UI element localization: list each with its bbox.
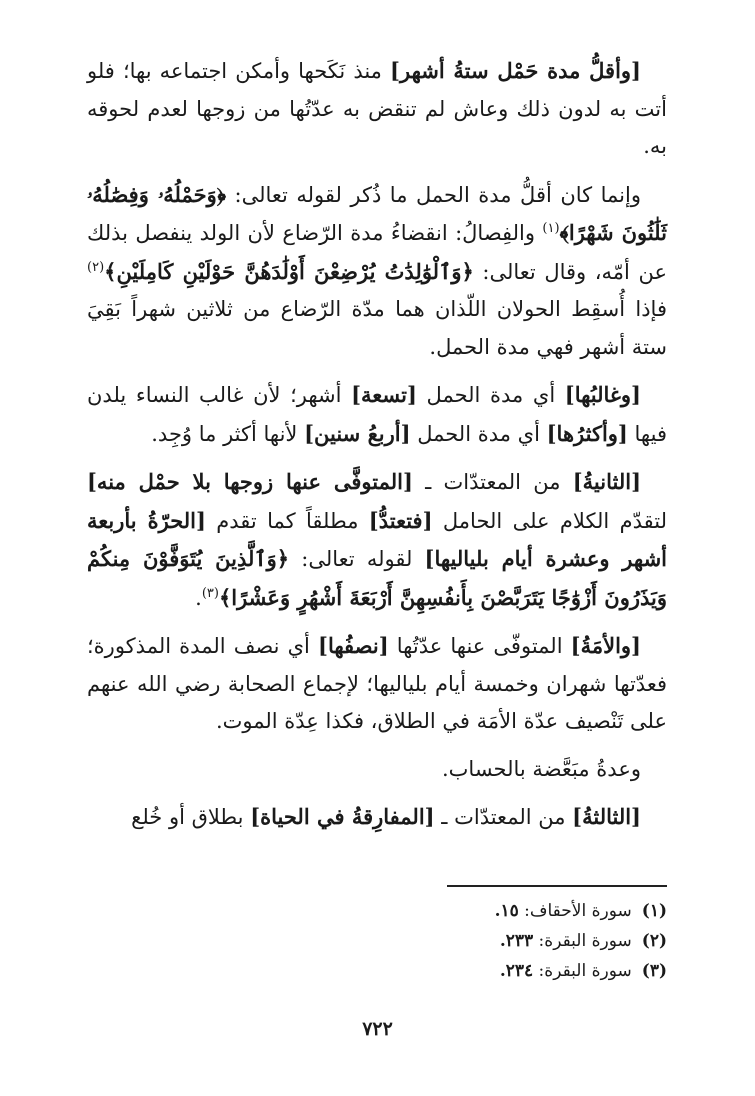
commentary-text: أي نصف المدة المذكورة؛ فعدّتها شهران وخمسة أيام بلياليها؛ لإجماع الصحابة رضي الله عنهم على تَنْصيف عدّة الأمَة في الطلاق، فكذا عِدّة الموت.	[87, 634, 667, 733]
footnote-number: (٢)	[641, 931, 667, 951]
commentary-text: .	[195, 585, 202, 610]
quran-verse: ﴿وَٱلْوَٰلِدَٰتُ يُرْضِعْنَ أَوْلَٰدَهُنَّ حَوْلَيْنِ كَامِلَيْنِ﴾	[104, 258, 474, 284]
footnote-ref-3[interactable]: (٣)	[201, 585, 219, 601]
paragraph-evidence	[87, 176, 667, 367]
footnote-3	[87, 956, 667, 986]
commentary-text: مطلقاً كما تقدم	[205, 508, 369, 533]
matn-min-pregnancy: [وأقلُّ مدة حَمْل ستةُ أشهر]	[390, 58, 641, 83]
commentary-text: أي مدة الحمل	[410, 421, 547, 446]
paragraph-usual-max	[87, 376, 667, 453]
matn-second: [الثانيةُ]	[572, 469, 641, 494]
matn-max: [وأكثرُها]	[546, 420, 628, 446]
quran-verse: ﴿وَحَمْلُهُۥ وَفِصَٰلُهُۥ ثَلَٰثُونَ شَهْرًا﴾	[87, 181, 667, 245]
paragraph-slave-woman	[87, 627, 667, 741]
matn-observe: [فتعتدُّ]	[368, 507, 433, 533]
matn-half: [نصفُها]	[318, 633, 389, 658]
paragraph-min-pregnancy	[87, 52, 667, 166]
commentary-text: بطلاق أو خُلع	[131, 805, 251, 829]
footnote-source: سورة الأحقاف:	[518, 901, 632, 921]
commentary-text: فإذا أُسقِط الحولان اللّذان هما مدّة الرّضاع من ثلاثين شهراً بَقِيَ ستة أشهر فهي مدة الحمل.	[87, 297, 667, 359]
matn-usual: [وغالبُها]	[564, 382, 641, 407]
matn-four-years: [أربعُ سنين]	[304, 420, 411, 446]
footnote-1	[87, 896, 667, 926]
footnote-number: (٣)	[641, 961, 667, 981]
footnote-2	[87, 926, 667, 956]
commentary-text: لأنها أكثر ما وُجِد.	[151, 421, 305, 446]
commentary-text: منذ نَكَحها وأمكن اجتماعه بها؛ فلو أتت به لدون ذلك وعاش لم تنقض به عدّتُها من زوجها لعدم لحوقه به.	[87, 59, 667, 158]
paragraph-partial	[87, 751, 667, 789]
matn-nine: [تسعة]	[351, 382, 417, 407]
commentary-text: المتوفّى عنها عدّتُها	[388, 634, 571, 658]
matn-separated: [المفارِقةُ في الحياة]	[250, 804, 435, 829]
commentary-text: من المعتدّات ـ	[412, 470, 573, 494]
commentary-text: لتقدّم الكلام على الحامل	[432, 508, 667, 533]
quran-verse: ﴿وَٱلَّذِينَ يُتَوَفَّوْنَ مِنكُمْ وَيَذَرُونَ أَزْوَٰجًا يَتَرَبَّصْنَ بِأَنفُسِهِنَّ أَرْبَعَةَ أَشْهُرٍ وَعَشْرًا﴾	[87, 546, 667, 610]
matn-widow: [المتوفَّى عنها زوجها بلا حمْل منه]	[87, 469, 413, 494]
footnote-ayah: ٢٣٤.	[499, 961, 534, 981]
commentary-text: من المعتدّات ـ	[434, 805, 573, 829]
matn-slave-woman: [والأمَةُ]	[570, 633, 641, 658]
commentary-text: والفِصالُ: انقضاءُ مدة الرّضاع لأن الولد ينفصل بذلك عن أمّه، وقال تعالى:	[87, 221, 667, 284]
footnote-number: (١)	[641, 901, 667, 921]
footnotes	[87, 896, 667, 986]
footnote-ref-1[interactable]: (١)	[542, 221, 560, 236]
footnote-divider	[447, 885, 667, 887]
footnote-source: سورة البقرة:	[533, 961, 632, 981]
commentary-text: وإنما كان أقلُّ مدة الحمل ما ذُكر لقوله تعالى:	[226, 182, 641, 207]
footnote-ref-2[interactable]: (٢)	[87, 259, 105, 275]
footnote-ayah: ٢٣٣.	[499, 931, 534, 951]
commentary-text: وعدةُ مبَعَّضة بالحساب.	[441, 756, 641, 781]
commentary-text: أي مدة الحمل	[416, 383, 565, 407]
footnote-source: سورة البقرة:	[533, 931, 632, 951]
commentary-text: أشهر؛ لأن غالب النساء يلدن فيها	[87, 383, 667, 446]
paragraph-third	[87, 798, 667, 837]
matn-third: [الثالثةُ]	[572, 804, 641, 829]
page-body	[87, 52, 667, 847]
commentary-text: لقوله تعالى:	[289, 547, 425, 571]
matn-free-woman: [الحرّةُ بأربعة أشهر وعشرة أيام بلياليها]	[87, 507, 668, 571]
footnote-ayah: ١٥.	[494, 901, 519, 921]
page-number: ٧٢٢	[362, 1018, 393, 1040]
paragraph-widow	[87, 463, 667, 617]
